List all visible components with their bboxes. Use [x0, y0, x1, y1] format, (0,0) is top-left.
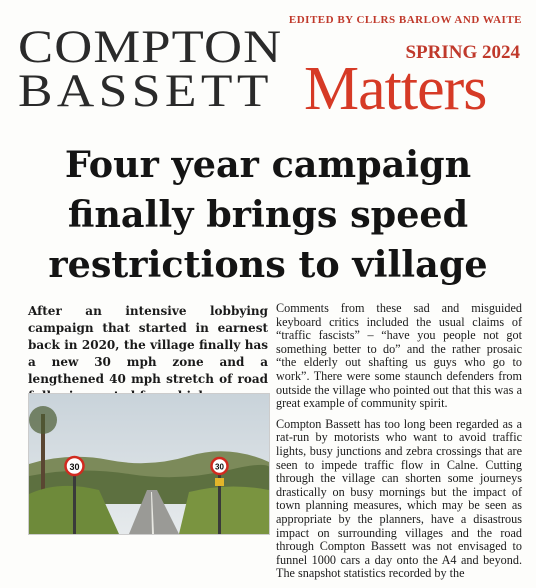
editors-credit: EDITED BY CLLRS BARLOW AND WAITE — [288, 14, 522, 26]
road-sign-photo — [28, 393, 270, 535]
article-lede: After an intensive lobbying campaign that started in earnest back in 2020, the village finally has a new 30 mph zone and a lengthened 40 mph stretch of road — [28, 304, 268, 386]
road-photo-illustration — [29, 394, 269, 534]
article-headline — [0, 140, 536, 290]
speed-sign-right: 30 — [215, 462, 224, 472]
body-paragraph: Comments from these sad and misguided keyboard critics included the usual claims of “traffic fascists” – “have you people not got something better to do” and the rather prosaic “the elderly out shafting us guys who go to work”. There were some staunch defenders from outside the village who pointed out that this was a great example of community spirit. — [276, 301, 522, 411]
masthead — [0, 0, 536, 132]
masthead-compton: COMPTON — [18, 21, 283, 73]
masthead-matters: Matters — [304, 55, 487, 123]
headline-line: finally brings speed — [67, 193, 469, 236]
headline-line: restrictions to village — [48, 243, 488, 286]
masthead-bassett: BASSETT — [18, 65, 273, 117]
speed-sign-left: 30 — [69, 462, 80, 472]
article-body — [276, 302, 522, 588]
issue-season: SPRING 2024 — [405, 42, 520, 63]
body-paragraph: Compton Bassett has too long been regarded as a rat-run by motorists who want to avoid traffic lights, busy junctions and zebra crossings that are seen to impede traffic flow in Calne. Cutting through the village can shorten some journeys drastically on busy mornings but the impact of town planning measures, which may be seen as appropriate by the planners, have a disastrous impact on surrounding villages and the road through Compton Bassett was not envisaged to funnel 1000 cars a day onto the A4 and beyond. The snapshot statistics recorded by the — [276, 416, 522, 581]
headline-line: Four year campaign — [64, 143, 472, 186]
